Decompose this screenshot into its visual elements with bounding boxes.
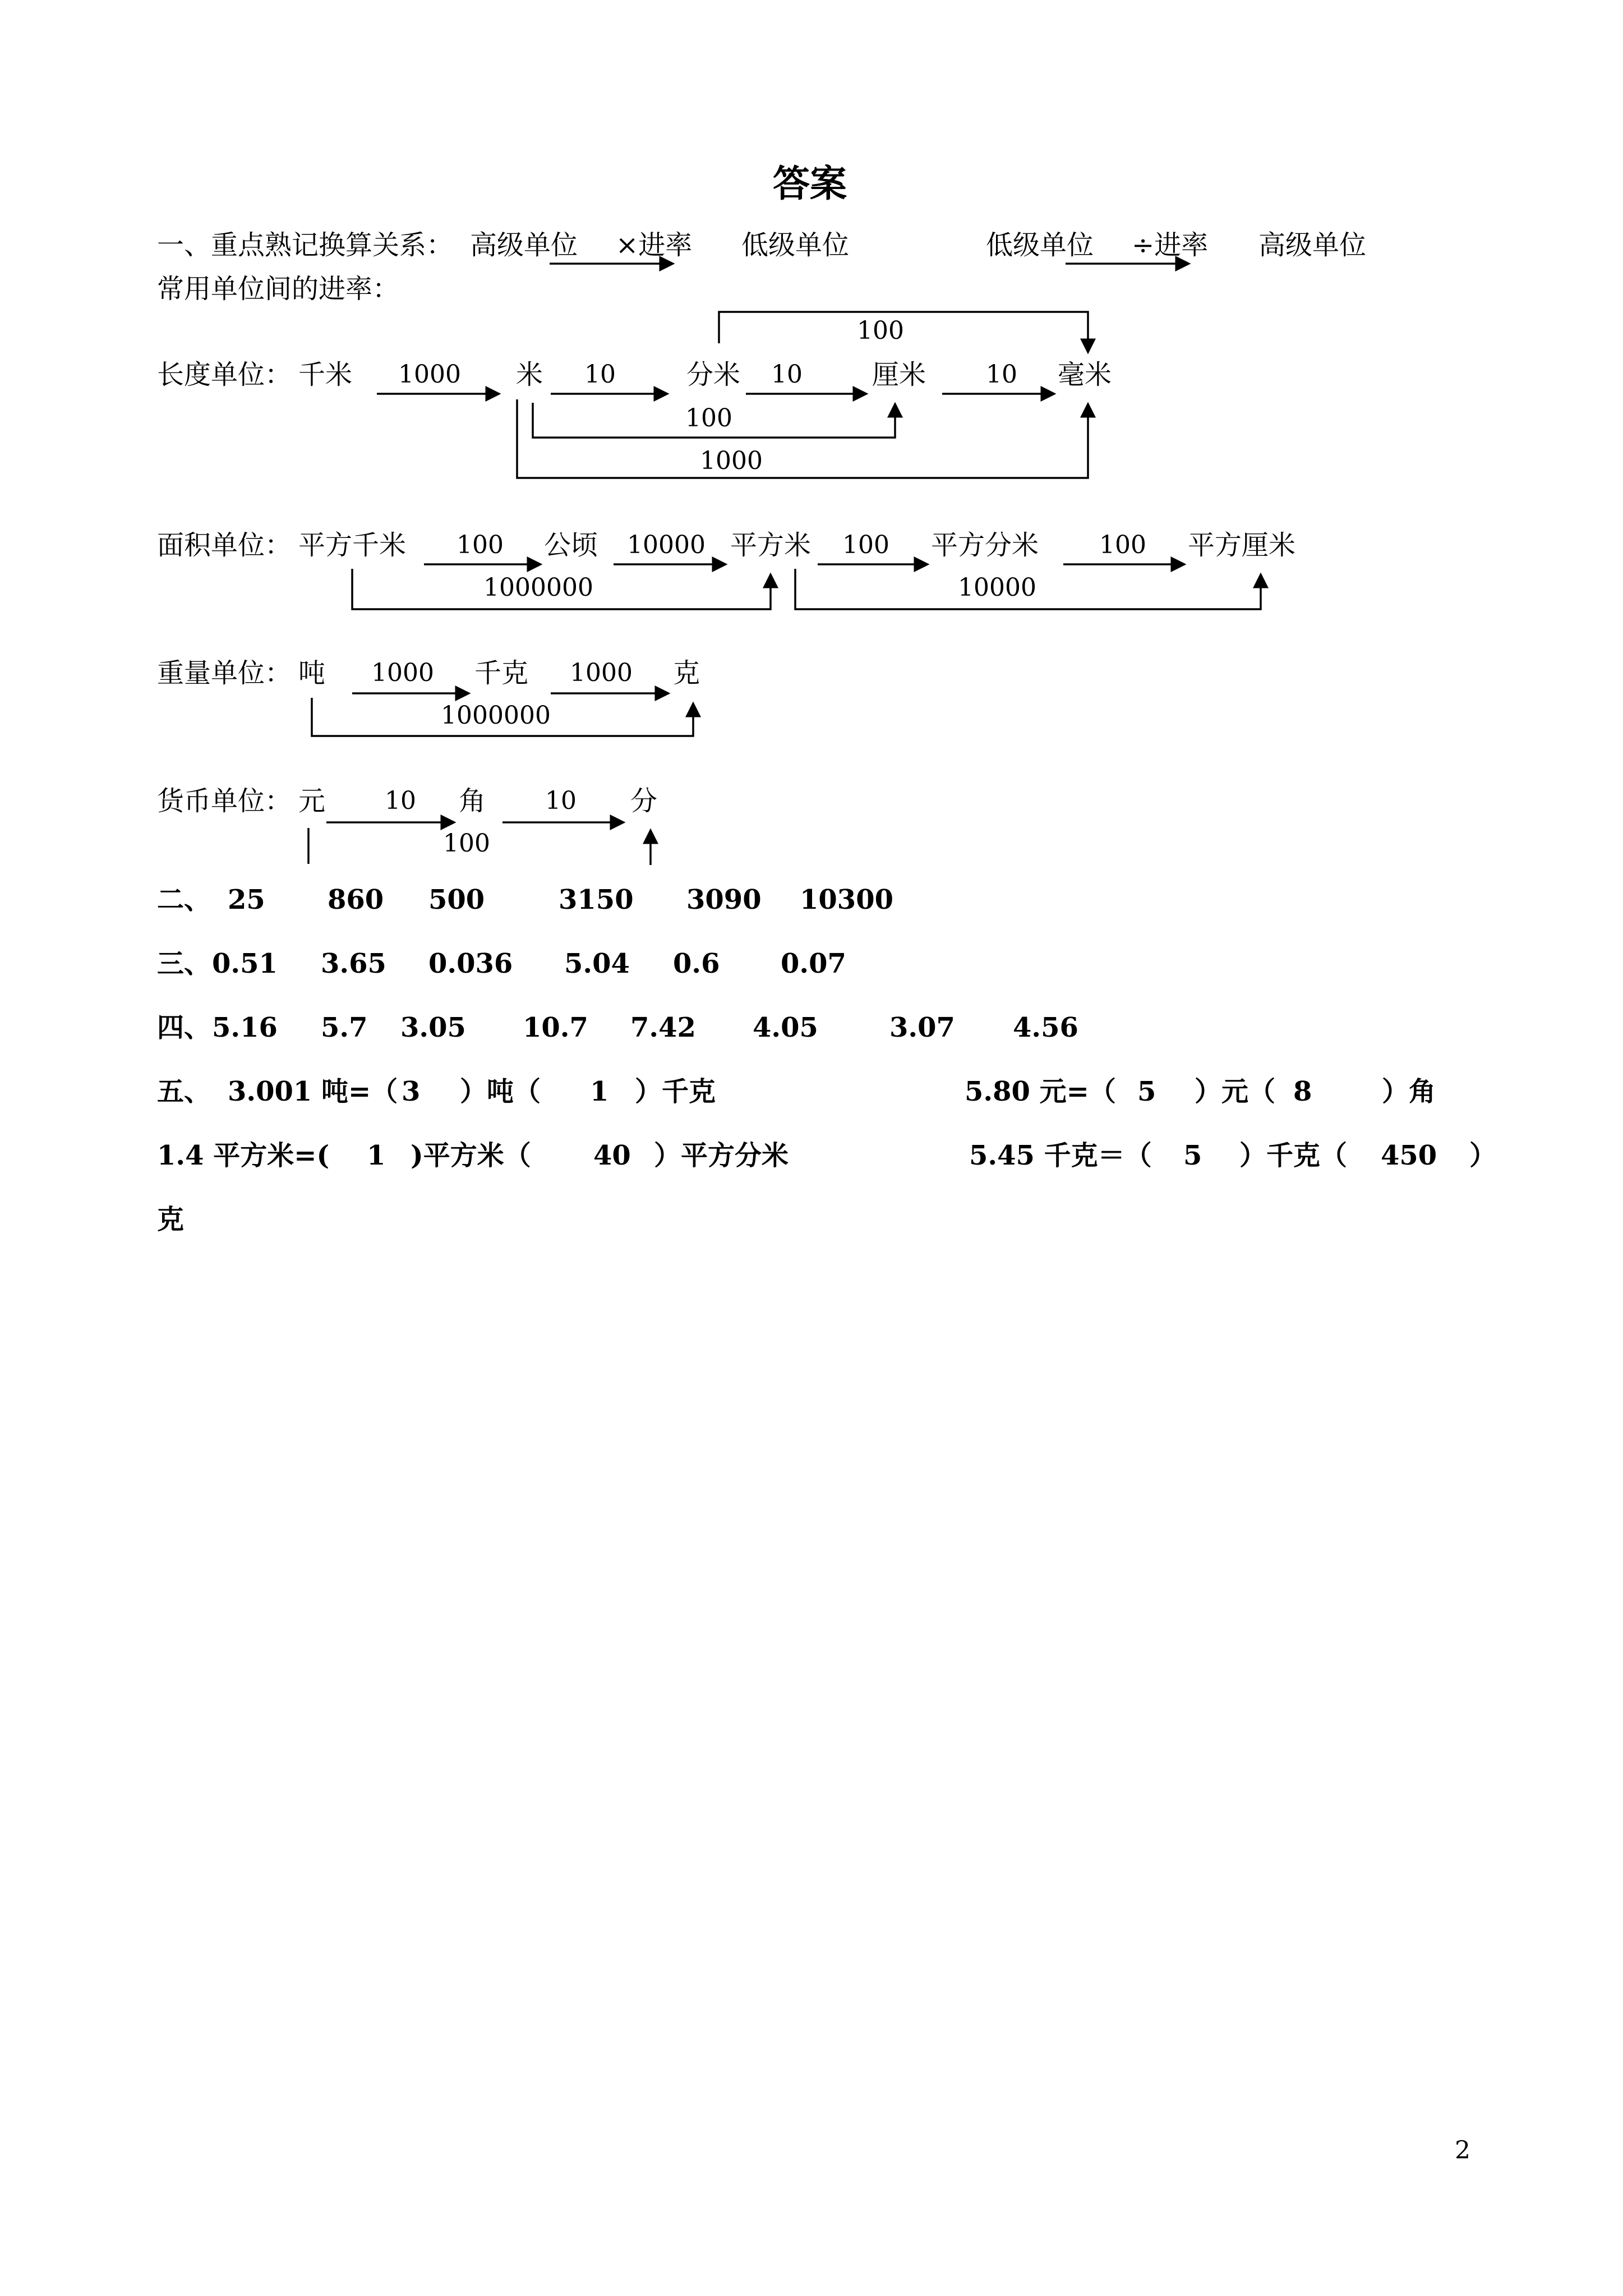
unit-sq-cm: 平方厘米 xyxy=(1188,530,1296,561)
sec2-answer-5: 3090 xyxy=(686,884,762,915)
q4-suffix: ） xyxy=(1469,1140,1497,1171)
rate-ton-kg: 1000 xyxy=(371,659,434,687)
skip-dm-mm-rate: 100 xyxy=(857,316,904,345)
unit-yuan: 元 xyxy=(298,785,326,817)
rate-sqkm-ha: 100 xyxy=(457,531,504,559)
rate-dm-cm: 10 xyxy=(771,360,803,389)
unit-mm: 毫米 xyxy=(1058,359,1112,390)
skip-sqm-sqcm-rate: 10000 xyxy=(958,573,1036,602)
page-number: 2 xyxy=(1455,2136,1470,2165)
arrow-m-mm xyxy=(517,399,1088,478)
unit-sq-km: 平方千米 xyxy=(298,530,407,561)
q1-answer-1: 3 xyxy=(402,1076,421,1107)
sec4-answer-8: 4.56 xyxy=(1013,1012,1078,1043)
sec3-answer-6: 0.07 xyxy=(781,948,846,979)
q2-prefix: 5.80 元=（ xyxy=(965,1076,1116,1107)
rate-kg-g: 1000 xyxy=(570,659,633,687)
q1-answer-2: 1 xyxy=(590,1076,609,1107)
sec4-answer-2: 5.7 xyxy=(321,1012,368,1043)
rate-sqm-sqdm: 100 xyxy=(842,531,889,559)
rate-sqdm-sqcm: 100 xyxy=(1099,531,1146,559)
rate-km-m: 1000 xyxy=(398,360,461,389)
unit-cm: 厘米 xyxy=(872,359,926,390)
sec1-heading: 一、重点熟记换算关系： xyxy=(157,229,454,261)
q4-mid: ）千克（ xyxy=(1239,1140,1348,1171)
sec3-label: 三、 xyxy=(157,948,211,979)
rate-jiao-fen: 10 xyxy=(545,786,577,815)
sec3-answer-4: 5.04 xyxy=(564,948,630,979)
sec2-answer-4: 3150 xyxy=(559,884,634,915)
length-label: 长度单位： xyxy=(157,359,292,390)
multiply-rate-label: ×进率 xyxy=(616,229,693,261)
sec2-label: 二、 xyxy=(157,884,211,915)
unit-sq-m: 平方米 xyxy=(730,530,811,561)
rate-yuan-jiao: 10 xyxy=(385,786,416,815)
weight-label: 重量单位： xyxy=(157,657,292,689)
skip-ton-g-rate: 1000000 xyxy=(441,701,551,730)
low-unit-label: 低级单位 xyxy=(741,229,850,261)
sec3-answer-1: 0.51 xyxy=(212,948,278,979)
q3-answer-2: 40 xyxy=(593,1140,631,1171)
area-label: 面积单位： xyxy=(157,530,292,561)
sec2-answer-2: 860 xyxy=(328,884,384,915)
q3-suffix: ）平方分米 xyxy=(654,1140,789,1171)
q2-suffix: ）角 xyxy=(1382,1076,1436,1107)
high-unit-label: 高级单位 xyxy=(470,229,578,261)
q2-answer-1: 5 xyxy=(1137,1076,1156,1107)
q2-mid: ）元（ xyxy=(1195,1076,1276,1107)
q3-answer-1: 1 xyxy=(367,1140,386,1171)
q4-tail: 克 xyxy=(157,1204,185,1235)
unit-kg: 千克 xyxy=(474,657,529,689)
unit-km: 千米 xyxy=(298,359,353,390)
unit-g: 克 xyxy=(673,657,700,689)
sec4-answer-5: 7.42 xyxy=(630,1012,696,1043)
sec2-answer-6: 10300 xyxy=(800,884,893,915)
common-rates-heading: 常用单位间的进率： xyxy=(157,273,400,305)
sec3-answer-5: 0.6 xyxy=(673,948,720,979)
unit-sq-dm: 平方分米 xyxy=(931,530,1039,561)
sec4-answer-3: 3.05 xyxy=(400,1012,466,1043)
sec4-answer-7: 3.07 xyxy=(889,1012,955,1043)
unit-jiao: 角 xyxy=(459,785,486,817)
sec2-answer-1: 25 xyxy=(228,884,265,915)
q1-mid: ）吨（ xyxy=(460,1076,541,1107)
unit-m: 米 xyxy=(516,359,543,390)
unit-hectare: 公顷 xyxy=(544,530,598,561)
q3-mid: )平方米（ xyxy=(411,1140,531,1171)
sec4-answer-6: 4.05 xyxy=(753,1012,818,1043)
skip-sqkm-sqm-rate: 1000000 xyxy=(483,573,593,602)
unit-fen: 分 xyxy=(630,785,658,817)
unit-ton: 吨 xyxy=(298,657,326,689)
divide-rate-label: ÷进率 xyxy=(1132,229,1209,261)
high-unit-label-2: 高级单位 xyxy=(1258,229,1367,261)
sec3-answer-2: 3.65 xyxy=(321,948,386,979)
page-title: 答案 xyxy=(773,162,847,205)
sec4-answer-1: 5.16 xyxy=(212,1012,278,1043)
q1-prefix: 3.001 吨=（ xyxy=(228,1076,398,1107)
q4-answer-1: 5 xyxy=(1183,1140,1202,1171)
money-label: 货币单位： xyxy=(157,785,292,817)
skip-m-mm-rate: 1000 xyxy=(700,447,763,475)
q4-prefix: 5.45 千克＝（ xyxy=(969,1140,1152,1171)
low-unit-label-2: 低级单位 xyxy=(986,229,1094,261)
rate-m-dm: 10 xyxy=(584,360,616,389)
sec3-answer-3: 0.036 xyxy=(428,948,513,979)
skip-yuan-fen-rate: 100 xyxy=(443,829,490,858)
sec2-answer-3: 500 xyxy=(428,884,485,915)
sec4-label: 四、 xyxy=(157,1012,211,1043)
unit-dm: 分米 xyxy=(686,359,741,390)
sec4-answer-4: 10.7 xyxy=(523,1012,588,1043)
q2-answer-2: 8 xyxy=(1293,1076,1312,1107)
sec5-label: 五、 xyxy=(157,1076,211,1107)
q1-suffix: ）千克 xyxy=(635,1076,716,1107)
skip-m-cm-rate: 100 xyxy=(685,404,732,432)
rate-cm-mm: 10 xyxy=(986,360,1017,389)
rate-ha-sqm: 10000 xyxy=(627,531,706,559)
q4-answer-2: 450 xyxy=(1381,1140,1437,1171)
q3-prefix: 1.4 平方米=( xyxy=(157,1140,330,1171)
